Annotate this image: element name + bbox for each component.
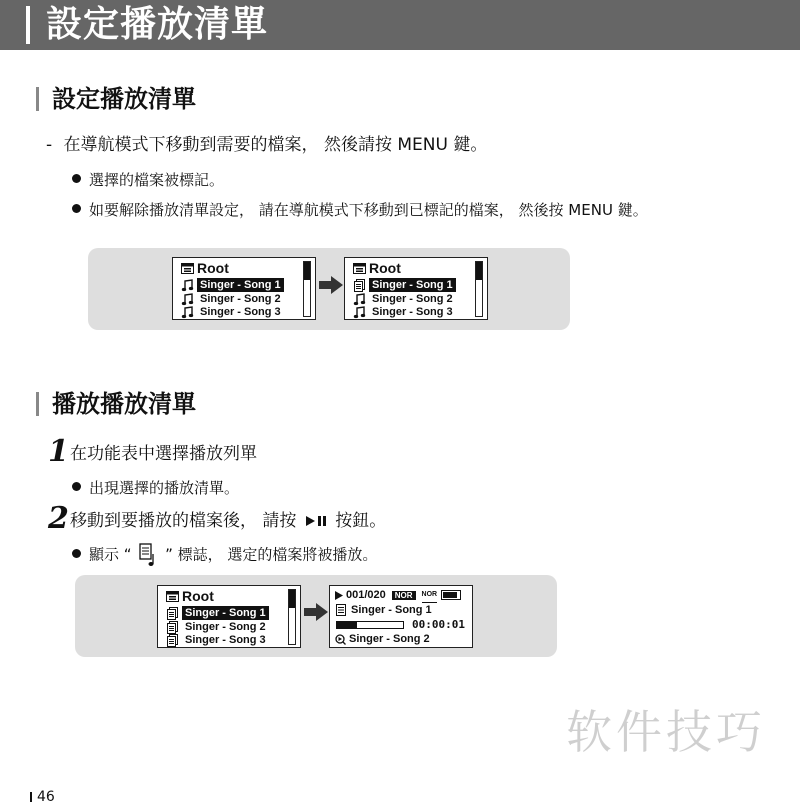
lcd-title: Root (369, 260, 401, 276)
lcd-scroll-thumb (289, 590, 295, 608)
lcd-item-text-selected: Singer - Song 1 (369, 278, 456, 292)
lcd-item-text: Singer - Song 2 (185, 621, 266, 633)
next-search-icon (335, 634, 346, 645)
bullet-text-after: ” 標誌， 選定的檔案將被播放。 (165, 545, 378, 564)
lcd-title-row (181, 261, 229, 275)
bullet-text: 出現選擇的播放清單。 (89, 479, 240, 497)
lcd-item-text: Singer - Song 3 (185, 634, 266, 646)
step-text (70, 509, 386, 533)
page-number: 46 (37, 789, 55, 805)
bullet-dot (72, 482, 81, 491)
step-number: 2 (48, 501, 69, 536)
step-text-after: 按鈕。 (335, 511, 387, 531)
lcd-screen-before (172, 257, 316, 320)
lcd-scrollbar (303, 261, 311, 317)
playback-status-row (335, 588, 461, 602)
lcd-title: Root (182, 588, 214, 604)
lcd-scrollbar (288, 589, 296, 645)
lcd-scroll-thumb (476, 262, 482, 280)
lcd-screen-playback (329, 585, 473, 648)
music-note-icon (353, 293, 366, 306)
current-track: Singer - Song 1 (351, 604, 432, 616)
intro-dash: - (46, 135, 53, 155)
step-text-before: 移動到要播放的檔案後， 請按 (70, 511, 297, 531)
lcd-screen-playlist (157, 585, 301, 648)
eq-badge: NOR (392, 591, 416, 600)
bullet-text-before: 顯示 “ (89, 545, 132, 564)
lcd-list-item (166, 606, 269, 620)
folder-root-icon (166, 590, 179, 603)
music-note-icon (181, 279, 194, 292)
playlist-mark-icon (335, 604, 348, 617)
lcd-list-item (353, 278, 456, 292)
page-number-marker (30, 792, 32, 802)
lcd-list-item (181, 305, 284, 319)
intro-text: 在導航模式下移動到需要的檔案， 然後請按 MENU 鍵。 (63, 135, 488, 155)
lcd-list-item (181, 292, 284, 306)
lcd-item-text: Singer - Song 3 (200, 306, 281, 318)
music-note-icon (353, 306, 366, 319)
next-track-row (335, 632, 430, 646)
bullet-dot (72, 204, 81, 213)
section-title-set-playlist: 設定播放清單 (52, 85, 196, 113)
bullet-item (72, 542, 377, 568)
page-title: 設定播放清單 (46, 4, 269, 45)
playlist-mark-icon (166, 607, 179, 620)
lcd-item-text-selected: Singer - Song 1 (197, 278, 284, 292)
track-counter: 001/020 (346, 589, 386, 601)
progress-fill (337, 622, 357, 628)
bullet-dot (72, 549, 81, 558)
right-arrow-icon (304, 603, 328, 621)
lcd-item-text: Singer - Song 2 (372, 293, 453, 305)
music-note-icon (181, 306, 194, 319)
bullet-item (72, 476, 239, 500)
lcd-screen-after (344, 257, 488, 320)
battery-icon (441, 590, 461, 600)
right-arrow-icon (319, 276, 343, 294)
lcd-item-text-selected: Singer - Song 1 (182, 606, 269, 620)
play-mode-label: NOR (422, 588, 438, 603)
lcd-list-item (166, 633, 269, 647)
lcd-scroll-thumb (304, 262, 310, 280)
lcd-list-item (353, 305, 456, 319)
elapsed-time: 00:00:01 (412, 618, 465, 631)
lcd-title: Root (197, 260, 229, 276)
section-marker (36, 87, 39, 111)
step-number: 1 (48, 434, 69, 469)
bullet-item (72, 198, 648, 222)
play-icon (335, 591, 343, 600)
folder-root-icon (353, 262, 366, 275)
play-pause-icon (304, 514, 328, 528)
intro-line (46, 133, 487, 157)
bullet-text: 選擇的檔案被標記。 (89, 171, 225, 189)
progress-bar (336, 621, 404, 629)
bullet-item (72, 168, 224, 192)
lcd-scrollbar (475, 261, 483, 317)
step-text: 在功能表中選擇播放列單 (70, 444, 257, 464)
lcd-title-row (353, 261, 401, 275)
playlist-mark-icon (166, 621, 179, 634)
lcd-item-text: Singer - Song 2 (200, 293, 281, 305)
lcd-item-text: Singer - Song 3 (372, 306, 453, 318)
lcd-list-item (166, 620, 269, 634)
folder-root-icon (181, 262, 194, 275)
now-playing-row (335, 603, 432, 617)
header-accent-bar (26, 6, 30, 44)
playlist-mark-icon (353, 279, 366, 292)
section-title-play-playlist: 播放播放清單 (52, 390, 196, 418)
playlist-mark-icon (166, 634, 179, 647)
lcd-list-item (353, 292, 456, 306)
music-note-icon (181, 293, 194, 306)
next-track: Singer - Song 2 (349, 633, 430, 645)
watermark: 软件技巧 (566, 705, 766, 759)
lcd-list-item (181, 278, 284, 292)
playlist-mark-icon (138, 542, 158, 568)
bullet-dot (72, 174, 81, 183)
section-marker (36, 392, 39, 416)
bullet-text: 如要解除播放清單設定， 請在導航模式下移動到已標記的檔案， 然後按 MENU 鍵。 (89, 201, 648, 219)
lcd-title-row (166, 589, 214, 603)
